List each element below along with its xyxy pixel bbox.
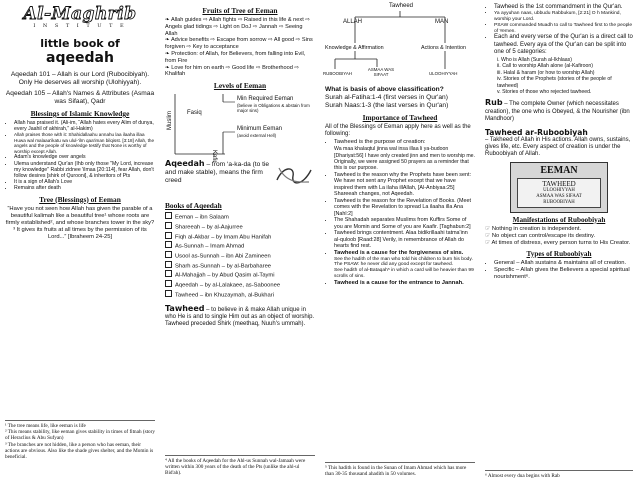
booklet-title: aqeedah [46,50,114,66]
fruits-list [165,17,315,78]
list-item: Aqeedah – by al-Lalakaee, as-Saboonee [165,280,315,290]
tawheed-inner-title: TAWHEED [542,179,576,188]
footnote: ³ The branches are not hidden, like a person who has eeman, their actions are obvious. Also like the shade gives shelter, and the Momin is beneficial. [5,441,154,461]
list-item: Sharh as-Sunnah – by al-Barbaharee [165,261,315,271]
ruboobiyah-label: RUBOOBIYAH [543,199,575,205]
man-label: MAN [435,19,449,25]
min-required-note: (believe in Obligations & abstain from major sins) [237,103,310,114]
tawheed-ruboobiyah-heading: Tawheed ar-Ruboobiyah [485,127,588,137]
rub-definition: Rub – The complete Owner (which necessitates creation), the one who is Obeyed, & the Nourisher (ibn Mandhoor) [485,98,630,123]
footnote: ⁵ This hadith is found in the Sunan of Imam Ahmad which has more than 30-35 thousand ahadith in 50 volumes. [325,465,467,478]
aqeedah-def-block [165,160,315,198]
list-item: • Tawheed is the purpose of creation: [334,139,475,146]
basis-answer-2: Surah Naas:1-3 (the last verses in Qur'an) [325,102,449,109]
list-item: ☞ Nothing in creation is independent. [485,225,582,232]
list-item: ❧ Allah guides ⇨ Allah fights ⇨ Raised in this life & next ⇨ Angels glad tidings ⇨ Light on DoJ ⇨ Jannah ⇨ Seeing Allah [165,17,310,37]
aqeedah-definition: Aqeedah – from ‘a-ka-da (to tie and make stable), means the firm creed [165,159,270,185]
leaf-icon: ❧ [165,17,171,23]
list-item: Eeman – ibn Salaam [165,212,315,222]
basis-question: What is basis of above classification? [325,86,444,93]
types-heading: Types of Ruboobiyah [526,249,592,258]
list-item: • Allah has praised it. (Ali-im, “Allah hates every Alim of dunya, every Jaahil of akhirah,” al-Hakim) [14,120,155,132]
tawheed-ruboobiyah-def: – Takheed of Allah in His actions. Allah owns, sustains, gives life, etc. Every aspect of creation is under the Ruboobiyah of Allah. [485,136,631,158]
list-item: Shareeah – by al-Aajurree [165,222,315,232]
list-item: • Tawheed is a cause for the forgiveness of sins. [334,250,475,257]
list-item: As-Sunnah – Imam Ahmad [165,241,315,251]
minimum-note: (avoid external Hell) [237,133,277,139]
levels-heading: Levels of Eeman [213,81,267,91]
book-icon [165,241,172,248]
fruits-heading: Fruits of Tree of Eeman [202,6,278,15]
books-list [165,212,315,299]
intro-aqeedah-105: Aqeedah 105 – Allah's Names & Attributes (Asmaa was Sifaat), Qadr [5,90,155,105]
list-item: • Tawheed is a cause for the entrance to Jannah. [334,280,475,287]
tawheed-tree-diagram [325,3,475,83]
booklet-line-1: little book of [40,37,120,50]
list-item: • The Shahadah separates Muslims from Kuffirs Some of you are Momin and Some of you are Kaafir. [Taghabun:2] [334,217,475,230]
books-heading: Books of Aqeedah [165,201,222,211]
hand-icon: ☞ [485,239,492,246]
blessings-heading: Blessings of Islamic Knowledge [30,109,130,118]
logo-sub-text: I N S T I T U T E [33,23,127,29]
min-required-label: Min Required Eeman [237,96,294,103]
tawheed-definition: Tawheed – to believe in & make Allah unique in who He is and to single Him out as an object of worship. Tawheed preceded Shirk (meethaq, Nuuh's ummah). [165,303,315,328]
list-item: • Each and every verse of the Qur'an is a direct call to tawheed. Every aya of the Qur'an can be split into one of 5 categories: [494,34,633,56]
footnotes [165,455,315,477]
importance-list [325,139,475,286]
list-item: ☞ No object can control/escape its destiny. [485,232,596,239]
list-item: i. Who is Allah (Surah al-Ikhlaas) [497,57,572,63]
eeman-box [510,162,608,213]
uloohiyyah-label: ULOOHIYYAH [543,187,575,193]
logo-main-text: Al-Maghrib [23,4,137,24]
asmaa-label: ASMAA WAS SIFAAT [367,67,395,77]
tawheed-commandment-list [485,4,633,56]
list-item: ❧ Advice benefits ⇨ Escape from sorrow ⇨ All good ⇨ Sins forgiven ⇨ Key to acceptance [165,37,313,51]
column-4 [480,0,638,493]
leaf-icon: ❧ [165,37,171,44]
list-item: ❧ Love for him on earth ⇨ Good life ⇨ Brotherhood ⇨ Khalifah [165,64,300,78]
uloohiyyah-label: ULOOHIYYAH [429,71,458,76]
book-icon [165,290,172,297]
categories-list [485,57,633,95]
muslim-label: Muslim [167,111,173,131]
footnotes [325,462,475,477]
types-list [485,260,633,281]
leaf-icon: ❧ [165,64,172,71]
list-item: Tawheed – ibn Khuzaymah, al-Bukhari [165,290,315,300]
list-item: • Ulema understand Qur'an (Ihb only those "My Lord, increase my knowledge" Rabbi zidnee 'ilmaa [20:114], fear Allah, don't follow desires [shirk of Qurooni], & inheritors of Pts [14,161,155,180]
list-item: • PSAW commanded Muadh to call to Tawheed first to the people of Yemen. [494,23,633,35]
tree-quote: “Have you not seen how Allah has given the parable of a beautiful kalimah like a beautiful tree¹ whose roots are firmly established², and whose branches tower in the sky?³ It gives its fruits at all times by the permission of its Lord...” [Ibraheem 24-25] [5,205,155,240]
leaf-icon: ❧ [165,50,172,57]
list-item: • General – Allah sustains & maintains all of creation. [494,260,633,267]
tawheed-inner-box [517,178,601,208]
list-item: iii. Halal & haram (or how to worship Allah) [497,69,595,76]
blessings-list [5,120,155,192]
fasiq-label: Fasiq [187,110,202,117]
list-item: ii. Call to worship Allah alone (al-Kafiroon) [497,63,594,70]
list-item: • Ya ayyuhan naas, ubbudu Rabbukum, [2:21] O h Mankind, worship your Lord. [494,11,633,23]
importance-intro: All of the Blessings of Eeman apply here as well as the following: [325,124,471,138]
footnotes [485,470,633,479]
list-item: • Remains after death [14,185,155,191]
column-1 [0,0,160,493]
book-icon [165,212,172,219]
list-item: ☞ At times of distress, every person turns to His Creator. [485,239,631,246]
kafir-label: Kafir [211,150,217,163]
list-item: • Specific – Allah gives the Believers a special spiritual nourishment⁶. [494,267,633,281]
list-item: See the hadith of the man who told his children to burn his body. The PSAW: he never did any good except for tawheed. [334,256,473,268]
levels-diagram [165,92,315,163]
tree-heading: Tree (Blessings) of Eeman [39,194,121,204]
list-item: Usool as-Sunnah – ibn Abi Zamineen [165,251,315,261]
importance-heading: Importance of Tawheed [362,113,438,122]
list-item: Fiqh al-Akbar – by Imam Abu Hanifah [165,232,315,242]
minimum-label: Minimum Eeman [237,126,283,133]
book-icon [165,251,172,258]
asmaa-label: ASMAA WAS SIFAAT [536,193,582,199]
book-icon [165,232,172,239]
logo [5,5,155,29]
list-item: • Tawheed brings contentment. Alaa bidikrillaahi tatma'inn al-quloob [Raad:28] Verily, in remembrance of Allah do hearts find rest. [334,230,475,250]
list-item: See hadith of al-Bataqah⁵ in which a card will be heavier than 99 scrolls of sins. [334,268,474,279]
basis-answer-1: Surah al-Fatiha:1-4 (first verses in Qur'an) [325,94,448,101]
book-icon [165,222,172,229]
list-item: ❧ Protection: of Allah, for Believers, from falling into Evil, from Fire [165,50,306,64]
column-2 [160,0,320,493]
manifestations-list [485,226,633,247]
footnote: ⁶ Almost every dua begins with Rab [485,473,560,479]
knowledge-label: Knowledge & Affirmation [325,45,384,51]
tree-top-label: Tawheed [389,3,414,9]
list-item: • Allah praises those with it: Shahidallaahu annahu laa ilaaha illaa Huwa wal malaaa'ikatu wa ulul-'ilm qaa'iman bilqisst. [3:18] Allah, the angels and the people of knowledge testify that None is worthy of worship except Allah. [14,132,155,154]
book-icon [165,280,172,287]
list-item: Al-Mahajjah – by Abud Qasim al-Taymi [165,270,315,280]
ruboobiyah-label: RUBOOBIYAH [323,71,352,76]
hand-icon: ☞ [485,225,492,232]
footnote: ¹ The tree means life, like eeman is life [5,423,86,429]
knot-icon [273,160,315,190]
list-item: • Adam's knowledge over angels [14,154,155,160]
eeman-title: EEMAN [540,164,578,176]
list-item: Wa maa khalaqtul jinna wal insa illaa li ya-budoon [Dhariyat:56] I have only created jinn and men to worship me. Originally, we were assigned 50 prayers as a reminder that this is our purpose. [334,146,476,172]
book-icon [165,261,172,268]
intro-aqeedah-101: Aqeedah 101 – Allah is our Lord (Rubocibiyah). Only He deserves all worship (Ulohiyyah). [10,71,150,86]
actions-label: Actions & Intention [421,45,466,51]
list-item: iv. Stories of the Prophets (stories of the people of tawheed) [497,76,612,89]
footnotes [5,420,155,460]
list-item: v. Stories of those who rejected tawheed. [497,89,592,96]
column-3 [320,0,480,493]
footnote: ⁴ All the books of Aqeedah for the Ahl-us Sunnah wal-Jamaah were written within 300 years of the death of the Pts (unlike the ahl-ul Bid'ah). [165,458,306,477]
list-item: • Tawheed is the reason for the Revelation of Books. (Meet comes with the Revelation to spread La ilaaha illa Ana [Nahl:2] [334,198,475,218]
footnote: ² This means stability, like eeman gives stability in times of fitnah (story of Heraclius & Abu Sufyan) [5,429,155,442]
manifestations-heading: Manifestations of Ruboobiyah [512,215,606,224]
hand-icon: ☞ [485,232,492,239]
book-icon [165,270,172,277]
allah-label: ALLAH [343,19,363,25]
list-item: • Tawheed is the 1st commandment in the Qur'an. [494,4,633,11]
list-item: • It is a sign of Allah's Love [14,179,155,185]
list-item: • Tawheed is the reason why the Prophets have been sent: We have not sent any Prophet except that we have inspired them with La ilaha illAllah, [Al-Anbiyaa:25] Shareeah changes, not Aqeedah. [334,172,475,198]
